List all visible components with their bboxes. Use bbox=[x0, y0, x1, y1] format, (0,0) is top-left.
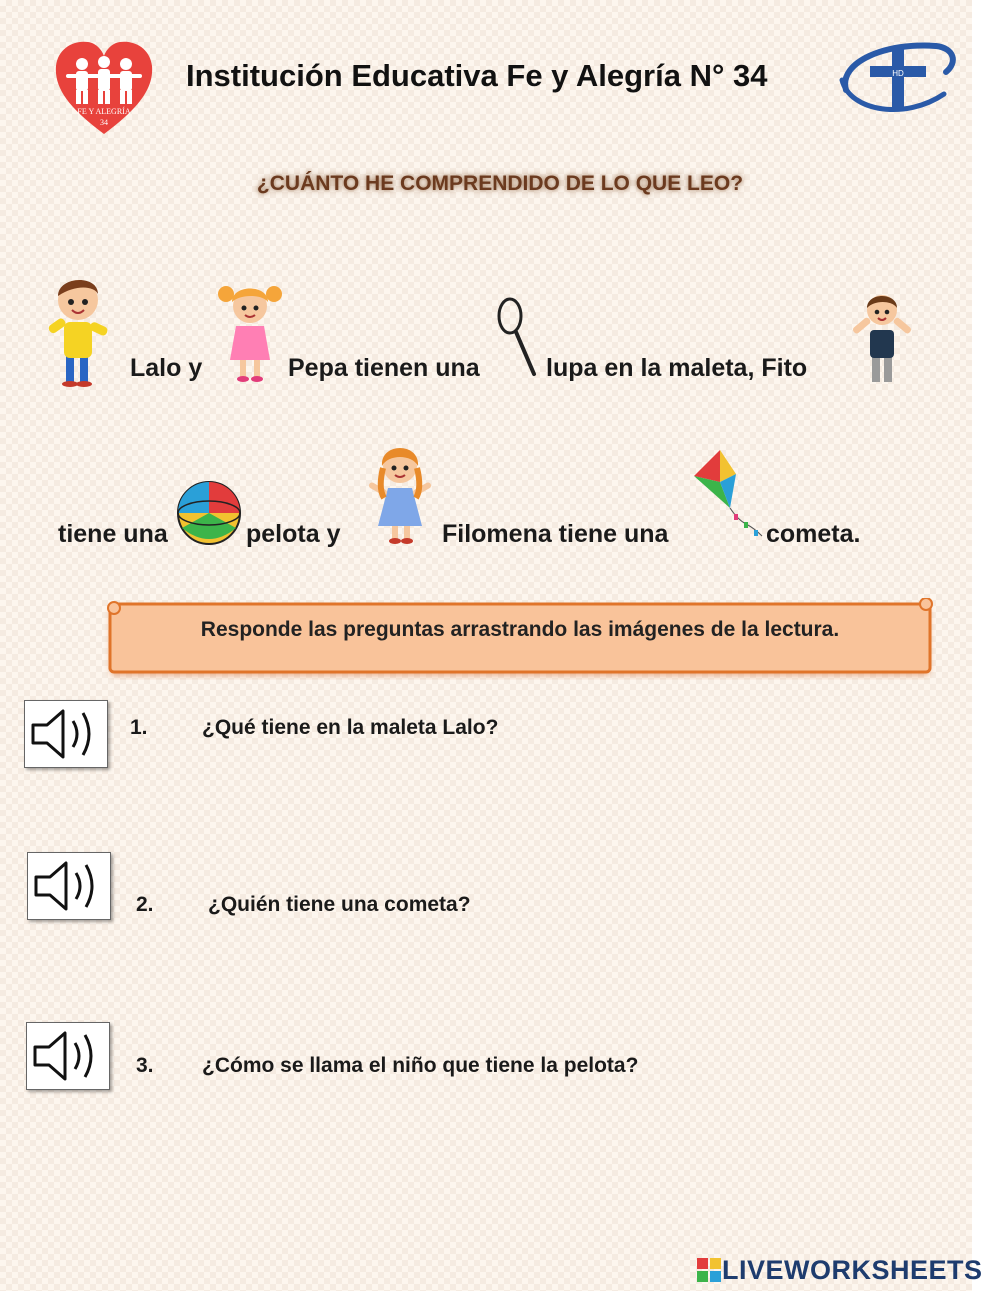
story-text: Pepa tienen una bbox=[288, 354, 480, 382]
svg-text:34: 34 bbox=[100, 118, 108, 127]
magnifier-icon[interactable] bbox=[494, 294, 540, 380]
filomena-girl-icon[interactable] bbox=[358, 432, 442, 546]
question-text: ¿Qué tiene en la maleta Lalo? bbox=[202, 716, 499, 739]
question-number: 1. bbox=[130, 716, 148, 739]
audio-play-button[interactable] bbox=[26, 1022, 110, 1090]
instruction-text: Responde las preguntas arrastrando las imágenes de la lectura. bbox=[200, 618, 840, 641]
story-text: tiene una bbox=[58, 520, 168, 548]
school-name: Institución Educativa Fe y Alegría N° 34 bbox=[186, 58, 768, 93]
school-logo-cross bbox=[836, 32, 958, 120]
kite-icon[interactable] bbox=[690, 446, 766, 542]
pepa-girl-icon[interactable] bbox=[212, 272, 288, 382]
fito-boy-icon[interactable] bbox=[846, 286, 916, 386]
audio-play-button[interactable] bbox=[24, 700, 108, 768]
question-text: ¿Cómo se llama el niño que tiene la pelota? bbox=[202, 1054, 639, 1077]
school-logo-heart bbox=[52, 38, 156, 138]
speaker-icon bbox=[28, 853, 110, 919]
story-text: cometa. bbox=[766, 520, 861, 548]
question-number: 2. bbox=[136, 893, 154, 916]
brand-text: LIVEWORKSHEETS bbox=[722, 1254, 983, 1285]
liveworksheets-brand[interactable] bbox=[696, 1252, 983, 1288]
audio-play-button[interactable] bbox=[27, 852, 111, 920]
question-number: 3. bbox=[136, 1054, 154, 1077]
svg-text:FE Y ALEGRÍA: FE Y ALEGRÍA bbox=[77, 107, 131, 116]
question-text: ¿Quién tiene una cometa? bbox=[208, 893, 471, 916]
story-text: lupa en la maleta, Fito bbox=[546, 354, 808, 382]
speaker-icon bbox=[27, 1023, 109, 1089]
lalo-boy-icon[interactable] bbox=[36, 264, 118, 388]
page-subtitle: ¿CUÁNTO HE COMPRENDIDO DE LO QUE LEO? bbox=[256, 172, 744, 195]
svg-text:HD: HD bbox=[892, 69, 904, 78]
ball-icon[interactable] bbox=[176, 480, 242, 546]
story-text: pelota y bbox=[246, 520, 341, 548]
story-text: Lalo y bbox=[130, 354, 203, 382]
speaker-icon bbox=[25, 701, 107, 767]
liveworksheets-logo-icon bbox=[696, 1257, 722, 1283]
story-text: Filomena tiene una bbox=[442, 520, 669, 548]
